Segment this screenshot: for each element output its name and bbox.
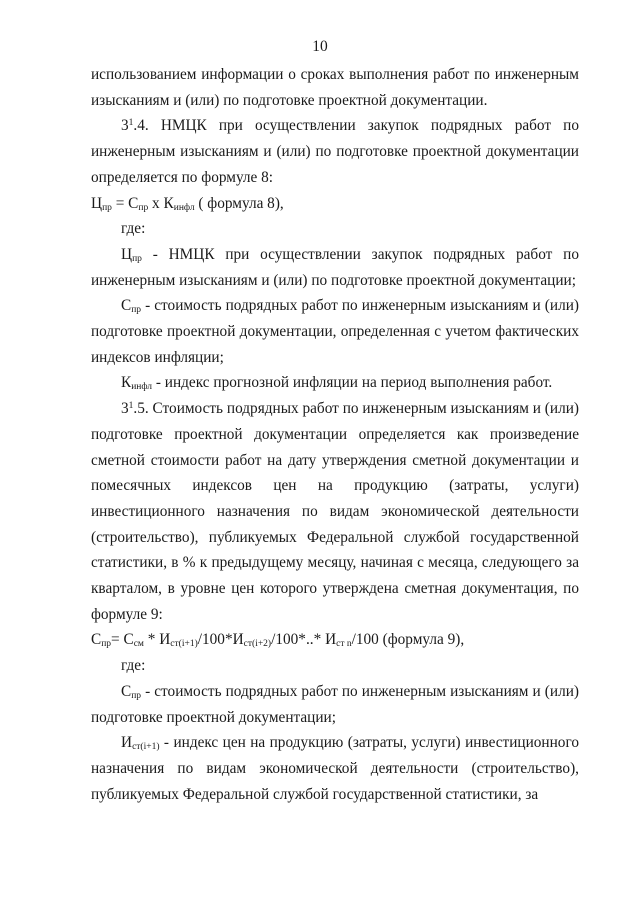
formula-symbol: /100*И [197,631,244,649]
formula-8 [91,191,579,217]
definition-price-index [91,730,579,807]
formula-subscript: ст(i+2) [243,639,272,650]
definition-price [91,242,579,293]
paragraph-continuation: использованием информации о сроках выполнения работ по инженерным изысканиям и (или) по подготовке проектной документации. [91,66,579,109]
definition-inflation [91,370,579,396]
formula-9 [91,627,579,653]
formula-symbol: Ц [91,194,103,212]
paragraph-3-1-4 [91,113,579,190]
formula-symbol: х К [148,194,174,212]
formula-subscript: инфл [173,202,195,213]
definition-cost [91,293,579,370]
definition-symbol: И [121,734,133,752]
clause-number-superscript: 1 [128,401,134,412]
formula-symbol: /100*..* И [271,631,337,649]
paragraph-3-1-5 [91,396,579,627]
definition-subscript: пр [132,253,142,264]
clause-number: 3 [121,400,129,418]
where-label: где: [121,657,146,675]
definition-text: - индекс прогнозной инфляции на период выполнения работ. [152,374,553,392]
definition-symbol: Ц [121,245,133,263]
formula-label: /100 (формула 9), [351,631,465,649]
document-body [91,62,579,807]
formula-subscript: ст n [336,639,352,650]
clause-text: .5. Стоимость подрядных работ по инженерным изысканиям и (или) подготовке проектной документации определяется как произведение сметной стоимости работ на дату утверждения сметной документации и помесячных индексов цен на продукцию (затраты, услуги) инвестиционного назначения по видам экономической деятельности (строительство), публикуемых Федеральной службой государственной статистики, в % к предыдущему месяцу, начиная с месяца, следующего за кварталом, в уровне цен которого утверждена сметная документация, по формуле 9: [91,400,579,623]
definition-subscript: инфл [131,382,153,393]
formula-symbol: = С [111,194,139,212]
definition-text: - стоимость подрядных работ по инженерным изысканиям и (или) подготовке проектной документации, определенная с учетом фактических индексов инфляции; [91,297,579,366]
definition-symbol: С [121,297,132,315]
definition-text: - стоимость подрядных работ по инженерным изысканиям и (или) подготовке проектной документации; [91,682,579,726]
formula-subscript: пр [101,639,112,650]
formula-subscript: см [133,639,144,650]
definition-cost-works [91,679,579,730]
page-number: 10 [312,38,328,55]
definition-symbol: К [121,374,132,392]
definition-subscript: ст(i+1) [132,742,160,753]
definition-subscript: пр [131,690,142,701]
clause-number-superscript: 1 [128,118,134,129]
formula-subscript: пр [138,202,149,213]
where-label: где: [121,220,146,238]
definition-text: - НМЦК при осуществлении закупок подрядных работ по инженерным изысканиям и (или) по подготовке проектной документации; [91,245,579,289]
formula-symbol: = С [111,631,134,649]
clause-text: .4. НМЦК при осуществлении закупок подрядных работ по инженерным изысканиям и (или) по подготовке проектной документации определяется по формуле 8: [91,117,579,186]
definition-text: - индекс цен на продукцию (затраты, услуги) инвестиционного назначения по видам экономической деятельности (строительство), публикуемых Федеральной службой государственной статистики, за [91,734,579,803]
definition-subscript: пр [131,305,142,316]
definition-symbol: С [121,682,132,700]
formula-label: ( формула 8), [194,194,284,212]
clause-number: 3 [121,117,129,135]
formula-subscript: пр [102,202,112,213]
formula-symbol: С [91,631,102,649]
formula-symbol: * И [143,631,171,649]
formula-subscript: ст(i+1) [170,639,198,650]
